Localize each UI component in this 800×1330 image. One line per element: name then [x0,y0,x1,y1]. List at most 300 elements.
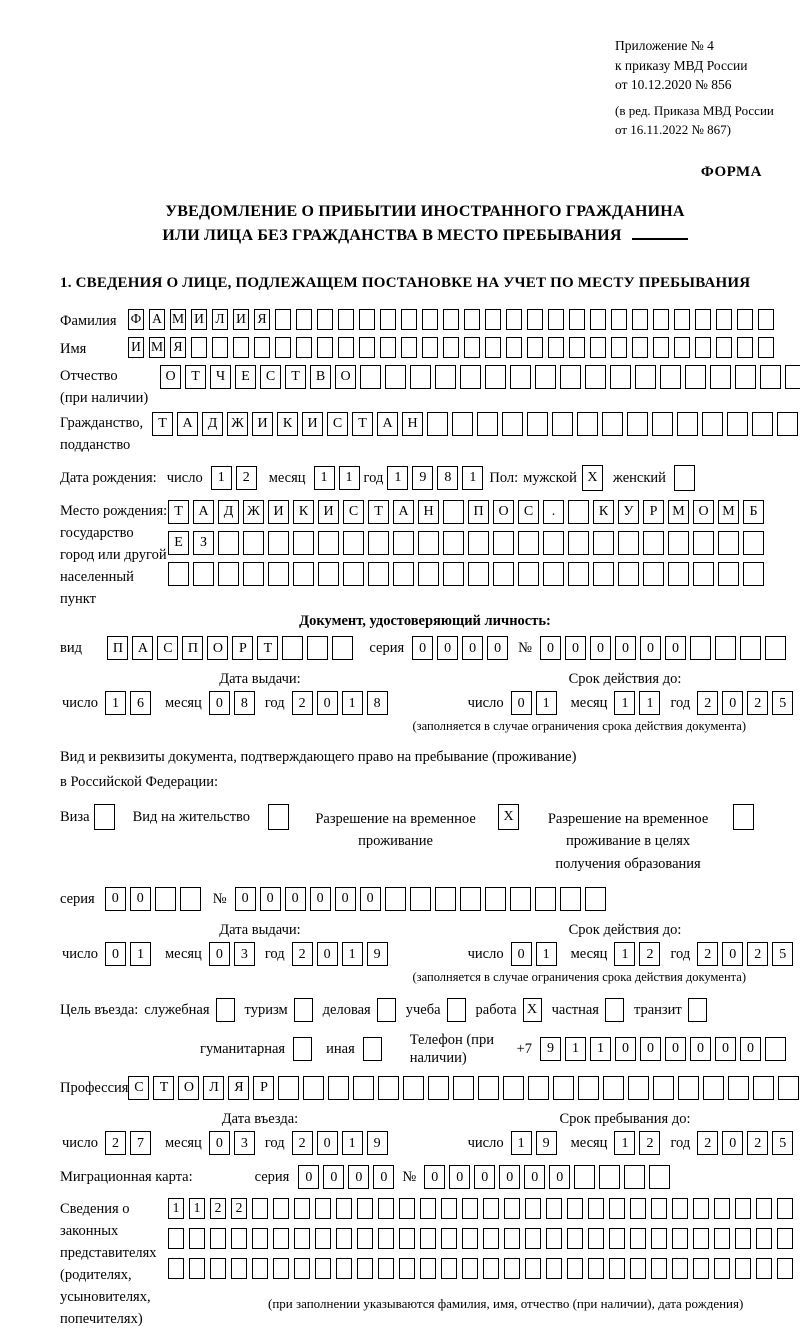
char-cell[interactable] [756,1258,772,1279]
char-cell[interactable]: Т [285,365,306,389]
char-cell[interactable]: 1 [105,691,126,715]
char-cell[interactable] [590,337,606,358]
char-cell[interactable]: 0 [549,1165,570,1189]
char-cell[interactable] [518,531,539,555]
char-cell[interactable]: 8 [367,691,388,715]
char-cell[interactable]: 1 [614,1131,635,1155]
char-cell[interactable] [452,412,473,436]
char-cell[interactable] [588,1198,604,1219]
char-cell[interactable]: И [252,412,273,436]
char-cell[interactable] [714,1228,730,1249]
char-cell[interactable]: Т [185,365,206,389]
char-cell[interactable] [703,1076,724,1100]
char-cell[interactable]: 6 [130,691,151,715]
char-cell[interactable] [693,1198,709,1219]
char-cell[interactable] [546,1228,562,1249]
char-cell[interactable]: 0 [298,1165,319,1189]
char-cell[interactable] [307,636,328,660]
char-cell[interactable] [294,1258,310,1279]
char-cell[interactable] [693,1228,709,1249]
char-cell[interactable]: 2 [292,942,313,966]
char-cell[interactable] [760,365,781,389]
char-cell[interactable]: О [207,636,228,660]
char-cell[interactable]: 5 [772,1131,793,1155]
char-cell[interactable] [401,309,417,330]
char-cell[interactable]: 0 [209,691,230,715]
char-cell[interactable] [420,1258,436,1279]
char-cell[interactable] [756,1228,772,1249]
char-cell[interactable] [273,1228,289,1249]
char-cell[interactable]: 1 [565,1037,586,1061]
char-cell[interactable] [677,412,698,436]
char-cell[interactable]: 0 [665,1037,686,1061]
char-cell[interactable]: З [193,531,214,555]
char-cell[interactable] [552,412,573,436]
char-cell[interactable]: О [160,365,181,389]
gender-male-checkbox[interactable]: X [582,465,603,491]
char-cell[interactable]: 2 [639,1131,660,1155]
char-cell[interactable]: 8 [437,466,458,490]
char-cell[interactable] [378,1228,394,1249]
char-cell[interactable] [660,365,681,389]
char-cell[interactable] [359,337,375,358]
char-cell[interactable]: Р [232,636,253,660]
char-cell[interactable] [359,309,375,330]
char-cell[interactable] [273,1258,289,1279]
char-cell[interactable] [714,1258,730,1279]
char-cell[interactable]: Т [368,500,389,524]
char-cell[interactable] [273,1198,289,1219]
char-cell[interactable] [422,337,438,358]
char-cell[interactable] [588,1228,604,1249]
char-cell[interactable] [777,1258,793,1279]
char-cell[interactable] [368,562,389,586]
char-cell[interactable] [410,365,431,389]
char-cell[interactable]: 0 [715,1037,736,1061]
char-cell[interactable] [611,309,627,330]
char-cell[interactable]: С [518,500,539,524]
char-cell[interactable] [624,1165,645,1189]
char-cell[interactable]: 0 [499,1165,520,1189]
char-cell[interactable] [585,887,606,911]
char-cell[interactable] [632,337,648,358]
char-cell[interactable]: 1 [639,691,660,715]
char-cell[interactable]: 0 [449,1165,470,1189]
char-cell[interactable] [252,1258,268,1279]
char-cell[interactable] [303,1076,324,1100]
char-cell[interactable] [460,887,481,911]
char-cell[interactable]: С [128,1076,149,1100]
char-cell[interactable]: П [182,636,203,660]
char-cell[interactable] [443,500,464,524]
char-cell[interactable] [548,337,564,358]
char-cell[interactable]: 0 [740,1037,761,1061]
char-cell[interactable] [427,412,448,436]
char-cell[interactable] [435,887,456,911]
char-cell[interactable] [428,1076,449,1100]
char-cell[interactable] [785,365,800,389]
char-cell[interactable]: 0 [722,1131,743,1155]
char-cell[interactable] [231,1258,247,1279]
char-cell[interactable] [252,1198,268,1219]
char-cell[interactable]: 0 [360,887,381,911]
char-cell[interactable] [632,309,648,330]
char-cell[interactable] [453,1076,474,1100]
char-cell[interactable]: 1 [511,1131,532,1155]
char-cell[interactable] [296,309,312,330]
char-cell[interactable] [502,412,523,436]
char-cell[interactable] [737,309,753,330]
char-cell[interactable]: 1 [590,1037,611,1061]
char-cell[interactable]: И [128,337,144,358]
char-cell[interactable]: К [593,500,614,524]
char-cell[interactable]: Т [168,500,189,524]
char-cell[interactable] [651,1228,667,1249]
char-cell[interactable] [618,562,639,586]
char-cell[interactable] [528,1076,549,1100]
char-cell[interactable] [752,412,773,436]
char-cell[interactable] [693,531,714,555]
char-cell[interactable] [628,1076,649,1100]
char-cell[interactable] [378,1258,394,1279]
char-cell[interactable] [525,1198,541,1219]
purpose-humanitarian-checkbox[interactable] [293,1037,312,1061]
char-cell[interactable]: А [132,636,153,660]
char-cell[interactable] [275,309,291,330]
char-cell[interactable] [399,1228,415,1249]
char-cell[interactable] [485,309,501,330]
char-cell[interactable]: 9 [367,1131,388,1155]
char-cell[interactable] [478,1076,499,1100]
char-cell[interactable] [743,562,764,586]
char-cell[interactable]: М [718,500,739,524]
char-cell[interactable] [678,1076,699,1100]
char-cell[interactable] [695,309,711,330]
char-cell[interactable]: 0 [462,636,483,660]
char-cell[interactable]: 0 [640,636,661,660]
char-cell[interactable]: 0 [348,1165,369,1189]
char-cell[interactable]: Е [168,531,189,555]
char-cell[interactable]: . [543,500,564,524]
char-cell[interactable] [525,1258,541,1279]
char-cell[interactable] [318,562,339,586]
char-cell[interactable]: 5 [772,691,793,715]
char-cell[interactable]: Я [228,1076,249,1100]
char-cell[interactable] [668,562,689,586]
char-cell[interactable] [296,337,312,358]
char-cell[interactable] [315,1258,331,1279]
char-cell[interactable] [483,1258,499,1279]
char-cell[interactable] [443,562,464,586]
char-cell[interactable]: 3 [234,1131,255,1155]
char-cell[interactable] [567,1258,583,1279]
char-cell[interactable]: Р [253,1076,274,1100]
char-cell[interactable] [464,337,480,358]
char-cell[interactable]: 0 [209,1131,230,1155]
char-cell[interactable] [193,562,214,586]
char-cell[interactable]: 2 [697,942,718,966]
char-cell[interactable]: 0 [511,691,532,715]
char-cell[interactable] [578,1076,599,1100]
char-cell[interactable] [493,531,514,555]
char-cell[interactable]: 0 [424,1165,445,1189]
char-cell[interactable]: 1 [462,466,483,490]
char-cell[interactable]: 1 [189,1198,205,1219]
char-cell[interactable] [360,365,381,389]
char-cell[interactable] [332,636,353,660]
char-cell[interactable] [506,309,522,330]
char-cell[interactable] [560,887,581,911]
char-cell[interactable]: 2 [747,691,768,715]
char-cell[interactable] [441,1258,457,1279]
char-cell[interactable] [338,309,354,330]
char-cell[interactable]: С [327,412,348,436]
char-cell[interactable]: Я [170,337,186,358]
char-cell[interactable] [485,365,506,389]
char-cell[interactable] [315,1198,331,1219]
char-cell[interactable] [716,309,732,330]
char-cell[interactable] [468,562,489,586]
char-cell[interactable]: 2 [231,1198,247,1219]
char-cell[interactable]: 2 [697,691,718,715]
char-cell[interactable] [368,531,389,555]
char-cell[interactable]: А [149,309,165,330]
char-cell[interactable] [735,1258,751,1279]
char-cell[interactable] [275,337,291,358]
char-cell[interactable] [630,1228,646,1249]
char-cell[interactable] [328,1076,349,1100]
char-cell[interactable] [718,531,739,555]
char-cell[interactable] [483,1228,499,1249]
char-cell[interactable]: Т [152,412,173,436]
char-cell[interactable] [593,562,614,586]
char-cell[interactable]: 9 [540,1037,561,1061]
char-cell[interactable] [737,337,753,358]
char-cell[interactable] [569,337,585,358]
char-cell[interactable] [674,337,690,358]
char-cell[interactable] [635,365,656,389]
char-cell[interactable] [653,1076,674,1100]
char-cell[interactable] [338,337,354,358]
char-cell[interactable]: Л [203,1076,224,1100]
char-cell[interactable]: 2 [236,466,257,490]
char-cell[interactable]: 2 [747,1131,768,1155]
char-cell[interactable] [653,309,669,330]
char-cell[interactable] [155,887,176,911]
char-cell[interactable] [212,337,228,358]
char-cell[interactable] [420,1228,436,1249]
char-cell[interactable] [504,1198,520,1219]
char-cell[interactable] [443,309,459,330]
char-cell[interactable]: 1 [130,942,151,966]
char-cell[interactable] [693,1258,709,1279]
char-cell[interactable] [735,1228,751,1249]
char-cell[interactable] [702,412,723,436]
char-cell[interactable] [690,636,711,660]
char-cell[interactable] [546,1258,562,1279]
char-cell[interactable] [765,1037,786,1061]
char-cell[interactable]: Т [352,412,373,436]
char-cell[interactable]: 0 [690,1037,711,1061]
char-cell[interactable] [294,1228,310,1249]
char-cell[interactable]: 0 [373,1165,394,1189]
char-cell[interactable] [477,412,498,436]
char-cell[interactable]: П [107,636,128,660]
char-cell[interactable] [357,1228,373,1249]
char-cell[interactable] [777,412,798,436]
char-cell[interactable]: Ф [128,309,144,330]
char-cell[interactable]: 1 [342,1131,363,1155]
char-cell[interactable] [317,309,333,330]
char-cell[interactable] [602,412,623,436]
char-cell[interactable]: 0 [130,887,151,911]
char-cell[interactable]: Д [202,412,223,436]
char-cell[interactable]: Е [235,365,256,389]
char-cell[interactable]: Т [257,636,278,660]
char-cell[interactable]: Я [254,309,270,330]
char-cell[interactable] [510,887,531,911]
char-cell[interactable] [590,309,606,330]
char-cell[interactable]: А [177,412,198,436]
char-cell[interactable]: 2 [697,1131,718,1155]
char-cell[interactable] [643,531,664,555]
char-cell[interactable] [588,1258,604,1279]
char-cell[interactable] [336,1228,352,1249]
char-cell[interactable]: О [693,500,714,524]
char-cell[interactable] [378,1198,394,1219]
char-cell[interactable] [506,337,522,358]
char-cell[interactable] [651,1258,667,1279]
char-cell[interactable]: 2 [747,942,768,966]
char-cell[interactable] [336,1258,352,1279]
char-cell[interactable] [441,1198,457,1219]
purpose-tourism-checkbox[interactable] [294,998,313,1022]
char-cell[interactable] [318,531,339,555]
char-cell[interactable] [218,531,239,555]
char-cell[interactable] [268,562,289,586]
char-cell[interactable] [435,365,456,389]
char-cell[interactable]: 0 [317,691,338,715]
char-cell[interactable]: П [468,500,489,524]
char-cell[interactable]: К [277,412,298,436]
char-cell[interactable] [599,1165,620,1189]
char-cell[interactable] [685,365,706,389]
char-cell[interactable] [693,562,714,586]
char-cell[interactable] [758,309,774,330]
char-cell[interactable] [418,562,439,586]
char-cell[interactable]: 0 [511,942,532,966]
char-cell[interactable] [503,1076,524,1100]
char-cell[interactable]: А [193,500,214,524]
char-cell[interactable]: 0 [209,942,230,966]
char-cell[interactable]: С [157,636,178,660]
char-cell[interactable]: 8 [234,691,255,715]
char-cell[interactable]: 0 [317,1131,338,1155]
char-cell[interactable]: 0 [615,1037,636,1061]
char-cell[interactable] [315,1228,331,1249]
char-cell[interactable]: 1 [342,691,363,715]
char-cell[interactable] [380,309,396,330]
option-temp-residence-checkbox[interactable]: X [498,804,519,830]
char-cell[interactable] [569,309,585,330]
char-cell[interactable] [317,337,333,358]
char-cell[interactable]: 0 [722,942,743,966]
char-cell[interactable] [653,337,669,358]
char-cell[interactable]: И [268,500,289,524]
char-cell[interactable] [672,1258,688,1279]
char-cell[interactable] [462,1198,478,1219]
char-cell[interactable]: 1 [614,942,635,966]
char-cell[interactable] [462,1228,478,1249]
char-cell[interactable]: 0 [640,1037,661,1061]
char-cell[interactable] [627,412,648,436]
char-cell[interactable]: 9 [536,1131,557,1155]
char-cell[interactable] [756,1198,772,1219]
char-cell[interactable]: 2 [292,1131,313,1155]
char-cell[interactable]: 2 [210,1198,226,1219]
char-cell[interactable] [672,1228,688,1249]
char-cell[interactable]: 0 [437,636,458,660]
char-cell[interactable] [180,887,201,911]
char-cell[interactable]: Ч [210,365,231,389]
char-cell[interactable]: Л [212,309,228,330]
char-cell[interactable]: 2 [639,942,660,966]
char-cell[interactable] [343,531,364,555]
char-cell[interactable]: Р [643,500,664,524]
char-cell[interactable] [233,337,249,358]
char-cell[interactable] [543,562,564,586]
char-cell[interactable] [525,1228,541,1249]
char-cell[interactable] [560,365,581,389]
char-cell[interactable]: О [493,500,514,524]
char-cell[interactable] [357,1258,373,1279]
char-cell[interactable] [254,337,270,358]
char-cell[interactable]: 0 [335,887,356,911]
char-cell[interactable] [535,887,556,911]
char-cell[interactable]: С [343,500,364,524]
char-cell[interactable]: Ж [243,500,264,524]
char-cell[interactable] [243,531,264,555]
char-cell[interactable]: И [302,412,323,436]
char-cell[interactable] [293,562,314,586]
char-cell[interactable]: А [377,412,398,436]
char-cell[interactable]: 9 [412,466,433,490]
char-cell[interactable] [609,1228,625,1249]
char-cell[interactable] [777,1198,793,1219]
char-cell[interactable] [714,1198,730,1219]
gender-female-checkbox[interactable] [674,465,695,491]
char-cell[interactable]: 0 [524,1165,545,1189]
char-cell[interactable] [380,337,396,358]
char-cell[interactable]: 0 [565,636,586,660]
char-cell[interactable] [649,1165,670,1189]
char-cell[interactable] [651,1198,667,1219]
char-cell[interactable] [574,1165,595,1189]
char-cell[interactable]: Д [218,500,239,524]
char-cell[interactable]: К [293,500,314,524]
char-cell[interactable] [609,1258,625,1279]
char-cell[interactable] [568,562,589,586]
char-cell[interactable]: 1 [168,1198,184,1219]
char-cell[interactable]: 0 [260,887,281,911]
char-cell[interactable] [485,887,506,911]
char-cell[interactable] [462,1258,478,1279]
char-cell[interactable] [420,1198,436,1219]
char-cell[interactable]: 0 [722,691,743,715]
char-cell[interactable]: 1 [536,691,557,715]
char-cell[interactable] [630,1258,646,1279]
char-cell[interactable] [778,1076,799,1100]
